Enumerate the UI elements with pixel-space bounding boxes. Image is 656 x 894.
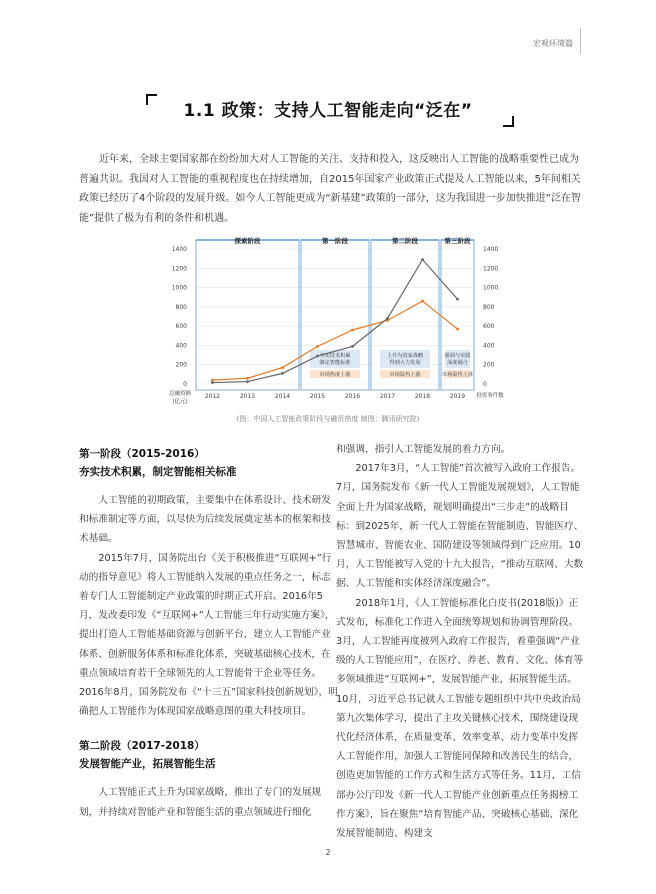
stage-note-text: 深度融合 xyxy=(447,360,468,366)
section-heading xyxy=(0,92,656,132)
x-tick-label: 2018 xyxy=(414,393,431,400)
x-tick-label: 2015 xyxy=(309,393,326,400)
series-point xyxy=(316,345,319,348)
right-axis-label: 投资事件数 xyxy=(476,393,504,399)
x-tick-label: 2013 xyxy=(239,393,256,400)
series-point xyxy=(211,381,214,384)
y2-tick-label: 1000 xyxy=(483,284,499,292)
y-tick-label: 400 xyxy=(175,342,187,350)
x-tick-label: 2017 xyxy=(379,393,396,400)
stage-tag-text: 市场热度上涨 xyxy=(319,372,351,378)
stage2-subtitle: 发展智能产业，拓展智能生活 xyxy=(79,758,216,771)
series-point xyxy=(281,372,284,375)
page-title: 1.1 政策：支持人工智能走向“泛在” xyxy=(183,101,473,121)
y-tick-label: 600 xyxy=(175,323,187,331)
stage1-paragraph-2: 2015年7月，国务院出台《关于积极推进“互联网+”行动的指导意见》将人工智能纳入发展的重点任务之一，标志着专门人工智能制定产业政策的时期正式开启。2016年5月，发改委印发《“互联网+”人工智能三年行动实施方案》，提出打造人工智能基础资源与创新平台，建立人工智能产业体系、创新服务体系和标准化体系，突破基础核心技术，在重点领域培育若干全球领先的人工智能骨干企业等任务。2016年8月，国务院发布《“十三五”国家科技创新规划》，明确把人工智能作为体现国家战略意图的重大科技项目。 xyxy=(79,552,338,718)
y-tick-label: 800 xyxy=(175,303,187,311)
intro-paragraph: 近年来，全球主要国家都在纷纷加大对人工智能的关注、支持和投入，这反映出人工智能的战略重要性已成为普遍共识。我国对人工智能的重视程度也在持续增加，自2015年国家产业政策正式提及人工智能以来，5年间相关政策已经历了4个阶段的发展升级。如今人工智能更成为“新基建”政策的一部分，这为我国进一步加快推进“泛在智能”提供了极为有利的条件和机遇。 xyxy=(79,154,581,224)
right-paragraph-1: 2017年3月，“人工智能”首次被写入政府工作报告。7月，国务院发布《新一代人工智能发展规划》，人工智能全面上升为国家战略，规划明确提出“三步走”的战略目标：到2025年，新一代人工智能在智能制造、智能医疗、智慧城市、智能农业、国防建设等领域得到广泛应用。10月，人工智能被写入党的十九大报告，“推动互联网、大数据、人工智能和实体经济深度融合”。 xyxy=(336,463,584,590)
series-point xyxy=(421,300,424,303)
y2-tick-label: 1400 xyxy=(483,246,499,253)
stage-note-text: 强调与实践 xyxy=(444,353,471,359)
stage1-title: 第一阶段（2015-2016） xyxy=(79,448,205,460)
y-tick-label: 1000 xyxy=(171,284,187,292)
stage1-paragraph-1: 人工智能的初期政策，主要集中在体系设计、技术研发和标准制定等方面，以尽快为后续发展奠定基本的框架和技术基础。 xyxy=(79,495,331,545)
y2-tick-label: 600 xyxy=(483,323,495,331)
y-tick-label: 1400 xyxy=(171,246,187,253)
series-point xyxy=(456,328,459,331)
x-tick-label: 2012 xyxy=(204,393,221,400)
right-column xyxy=(336,440,584,843)
stage-note-text: 制定智能标准 xyxy=(319,360,351,366)
right-paragraph-2: 2018年1月，《人工智能标准化白皮书(2018版)》正式发布，标准化工作进入全面统筹规划和协调管理阶段。3月，人工智能再度被列入政府工作报告，着重强调“产业级的人工智能应用”，在医疗、养老、教育、文化、体育等多领域推进“互联网+”，发展智能产业，拓展智能生活。10月，习近平总书记就人工智能专题组织中共中央政治局第九次集体学习，提出了主攻关键核心技术，围绕建设现代化经济体系，在质量变革、效率变革、动力变革中发挥人工智能作用，加强人工智能同保障和改善民生的结合，创造更加智能的工作方式和生活方式等任务。11月，工信部办公厅印发《新一代人工智能产业创新重点任务揭榜工作方案》，旨在聚焦“培育智能产品、突破核心基础、深化发展智能制造、构建支 xyxy=(336,597,584,840)
left-axis-label: 总融资额 xyxy=(168,391,192,397)
bracket-right-decoration xyxy=(503,116,514,127)
y-tick-label: 0 xyxy=(183,381,187,388)
stage1-subtitle: 夯实技术积累，制定智能相关标准 xyxy=(79,466,237,478)
series-point xyxy=(246,380,249,383)
left-axis-label: (亿元) xyxy=(172,399,188,405)
stage-note-text: 得到大力发展 xyxy=(389,360,421,366)
stage-tag-text: 市场温热上涨 xyxy=(441,372,474,378)
stage-label: 第三阶段 xyxy=(444,237,471,245)
series-point xyxy=(281,366,284,369)
stage-label: 第一阶段 xyxy=(322,237,348,245)
stage-tag-text: 市场温热上涨 xyxy=(389,372,421,378)
series-point xyxy=(316,355,319,358)
stage-label: 第二阶段 xyxy=(392,237,418,245)
policy-funding-chart xyxy=(150,232,510,410)
series-line xyxy=(213,301,458,380)
header-divider xyxy=(580,28,581,54)
y2-tick-label: 800 xyxy=(483,303,495,311)
series-point xyxy=(246,377,249,380)
y2-tick-label: 200 xyxy=(483,361,495,369)
series-point xyxy=(351,329,354,332)
y2-tick-label: 1200 xyxy=(483,265,499,273)
left-column xyxy=(79,445,339,822)
stage-note-text: 上升为国家战略 xyxy=(386,353,424,359)
series-point xyxy=(351,345,354,348)
x-tick-label: 2016 xyxy=(344,393,361,400)
section-label: 宏观环境篇 xyxy=(533,39,573,48)
chart-caption: (图：中国人工智能政策阶段与融资热度 制图：腾讯研究院) xyxy=(236,415,420,423)
y-tick-label: 1200 xyxy=(171,265,187,273)
series-point xyxy=(421,258,424,261)
x-tick-label: 2014 xyxy=(274,393,291,400)
series-point xyxy=(386,317,389,320)
series-point xyxy=(211,379,214,382)
series-point xyxy=(456,298,459,301)
y2-tick-label: 0 xyxy=(483,381,487,388)
stage-label: 探索阶段 xyxy=(234,237,261,245)
page-number: 2 xyxy=(325,848,331,857)
right-paragraph-0: 和强调，指引人工智能发展的着力方向。 xyxy=(336,444,511,455)
x-tick-label: 2019 xyxy=(449,393,466,400)
stage2-paragraph-1: 人工智能正式上升为国家战略，推出了专门的发展规划，并持续对智能产业和智能生活的重点领域进行细化 xyxy=(79,787,322,818)
stage-note-text: 夯实技术积累 xyxy=(319,353,351,359)
y-tick-label: 200 xyxy=(175,361,187,369)
stage2-title: 第二阶段（2017-2018） xyxy=(79,740,205,753)
y2-tick-label: 400 xyxy=(483,342,495,350)
